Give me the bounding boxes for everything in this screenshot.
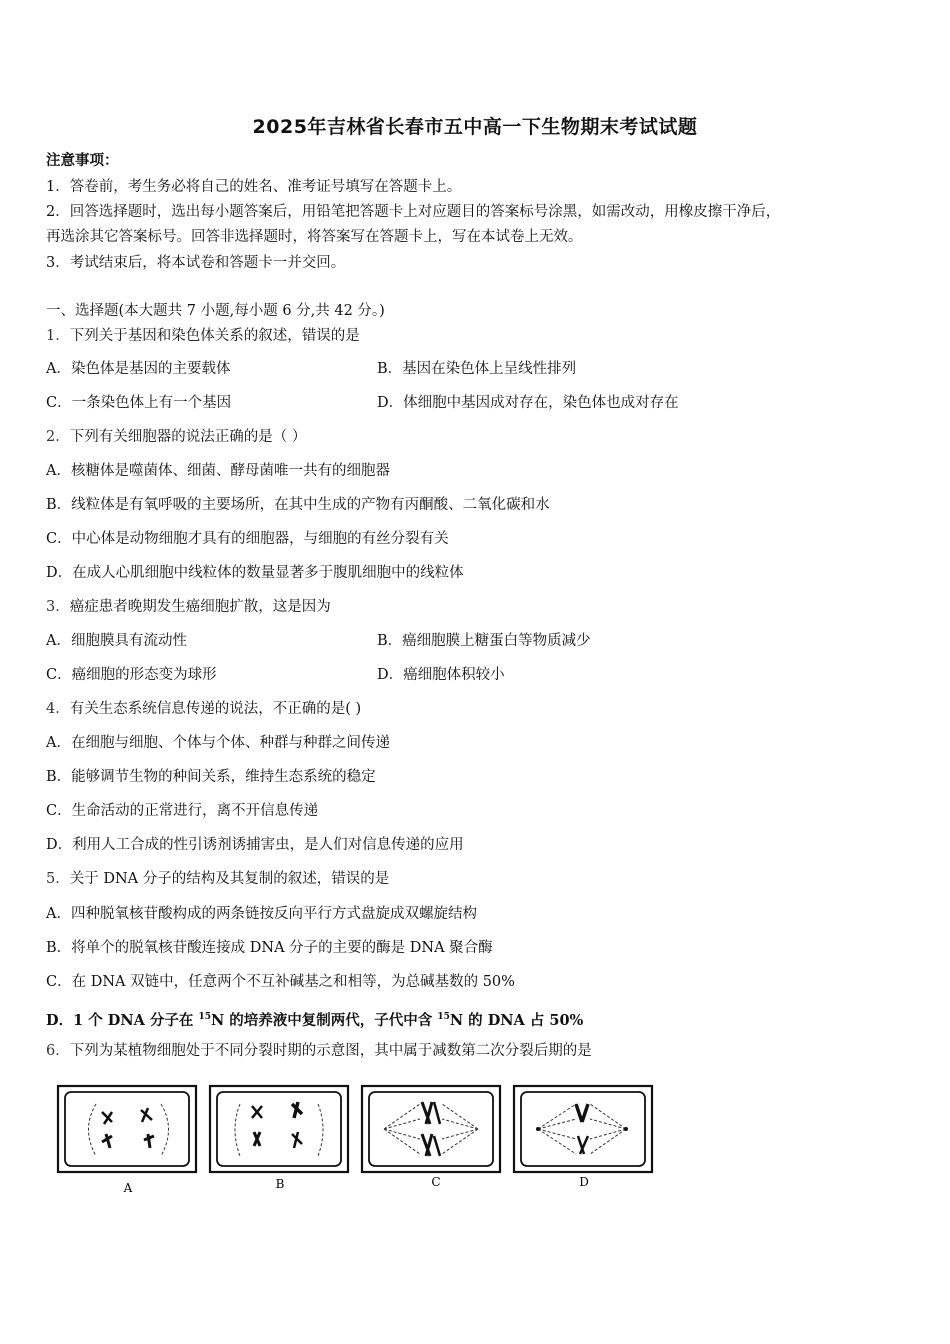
q2-option-c: C．中心体是动物细胞才具有的细胞器，与细胞的有丝分裂有关 [46, 531, 449, 547]
figure-label-d: D [579, 1175, 589, 1189]
q2-option-b: B．线粒体是有氧呼吸的主要场所，在其中生成的产物有丙酮酸、二氧化碳和水 [46, 497, 550, 513]
q5-option-d-mid: N 的培养液中复制两代，子代中含 [210, 1011, 438, 1029]
isotope-superscript: 15 [437, 1012, 450, 1022]
q2-option-a: A．核糖体是噬菌体、细菌、酵母菌唯一共有的细胞器 [46, 463, 390, 479]
q1-option-c: C．一条染色体上有一个基因 [46, 395, 232, 411]
q4-option-b: B．能够调节生物的种间关系，维持生态系统的稳定 [46, 769, 376, 785]
q5-option-a: A．四种脱氧核苷酸构成的两条链按反向平行方式盘旋成双螺旋结构 [46, 906, 477, 922]
question-number: 2． [46, 429, 70, 445]
question-number: 3． [46, 599, 70, 615]
q3-option-d: D．癌细胞体积较小 [377, 667, 505, 683]
question-number: 4． [46, 701, 70, 717]
q5-option-d [46, 1008, 583, 1030]
q3-option-a: A．细胞膜具有流动性 [46, 633, 187, 649]
exam-title: 2025年吉林省长春市五中高一下生物期末考试试题 [252, 116, 698, 138]
figure-label-b: B [275, 1177, 285, 1191]
figure-c [362, 1086, 500, 1189]
question-number: 6． [46, 1043, 70, 1059]
figure-a [58, 1086, 196, 1195]
question-4 [46, 700, 361, 718]
notice-item-2b: 再选涂其它答案标号。回答非选择题时，将答案写在答题卡上，写在本试卷上无效。 [46, 229, 583, 245]
notice-item-3: 3．考试结束后，将本试卷和答题卡一并交回。 [46, 255, 346, 271]
q1-option-b: B．基因在染色体上呈线性排列 [377, 361, 577, 377]
cell-division-figures [56, 1084, 656, 1204]
q1-option-d: D．体细胞中基因成对存在，染色体也成对存在 [377, 395, 679, 411]
q4-option-d: D．利用人工合成的性引诱剂诱捕害虫，是人们对信息传递的应用 [46, 837, 464, 853]
question-1 [46, 327, 360, 345]
q5-option-c: C．在 DNA 双链中，任意两个不互补碱基之和相等，为总碱基数的 50% [46, 974, 515, 990]
figure-label-c: C [431, 1175, 441, 1189]
question-stem: 下列为某植物细胞处于不同分裂时期的示意图，其中属于减数第二次分裂后期的是 [69, 1043, 592, 1059]
question-stem: 关于 DNA 分子的结构及其复制的叙述，错误的是 [69, 871, 390, 887]
notice-item-2a: 2．回答选择题时，选出每小题答案后，用铅笔把答题卡上对应题目的答案标号涂黑，如需改动，用橡皮擦干净后， [46, 204, 781, 220]
figure-d [514, 1086, 652, 1189]
section-heading: 一、选择题(本大题共 7 小题,每小题 6 分,共 42 分。) [46, 303, 385, 319]
question-stem: 下列有关细胞器的说法正确的是（ ） [69, 429, 307, 445]
q4-option-c: C．生命活动的正常进行，离不开信息传递 [46, 803, 319, 819]
isotope-superscript: 15 [198, 1012, 211, 1022]
question-stem: 下列关于基因和染色体关系的叙述，错误的是 [69, 328, 360, 344]
question-3 [46, 598, 331, 616]
question-stem: 有关生态系统信息传递的说法，不正确的是( ) [69, 701, 362, 717]
q1-option-a: A．染色体是基因的主要载体 [46, 361, 231, 377]
figure-b [210, 1086, 348, 1191]
q3-option-c: C．癌细胞的形态变为球形 [46, 667, 217, 683]
q5-option-d-pre: D．1 个 DNA 分子在 [46, 1011, 199, 1029]
q2-option-d: D．在成人心肌细胞中线粒体的数量显著多于腹肌细胞中的线粒体 [46, 565, 464, 581]
question-number: 5． [46, 871, 70, 887]
question-2 [46, 428, 306, 446]
question-number: 1． [46, 328, 70, 344]
q3-option-b: B．癌细胞膜上糖蛋白等物质减少 [377, 633, 591, 649]
question-stem: 癌症患者晚期发生癌细胞扩散，这是因为 [69, 599, 331, 615]
q5-option-d-post: N 的 DNA 占 50% [449, 1011, 584, 1029]
q5-option-b: B．将单个的脱氧核苷酸连接成 DNA 分子的主要的酶是 DNA 聚合酶 [46, 940, 493, 956]
q4-option-a: A．在细胞与细胞、个体与个体、种群与种群之间传递 [46, 735, 390, 751]
question-6 [46, 1042, 592, 1060]
notice-item-1: 1．答卷前，考生务必将自己的姓名、准考证号填写在答题卡上。 [46, 179, 462, 195]
notice-heading: 注意事项： [46, 152, 119, 169]
figure-label-a: A [123, 1181, 133, 1195]
question-5 [46, 870, 389, 888]
